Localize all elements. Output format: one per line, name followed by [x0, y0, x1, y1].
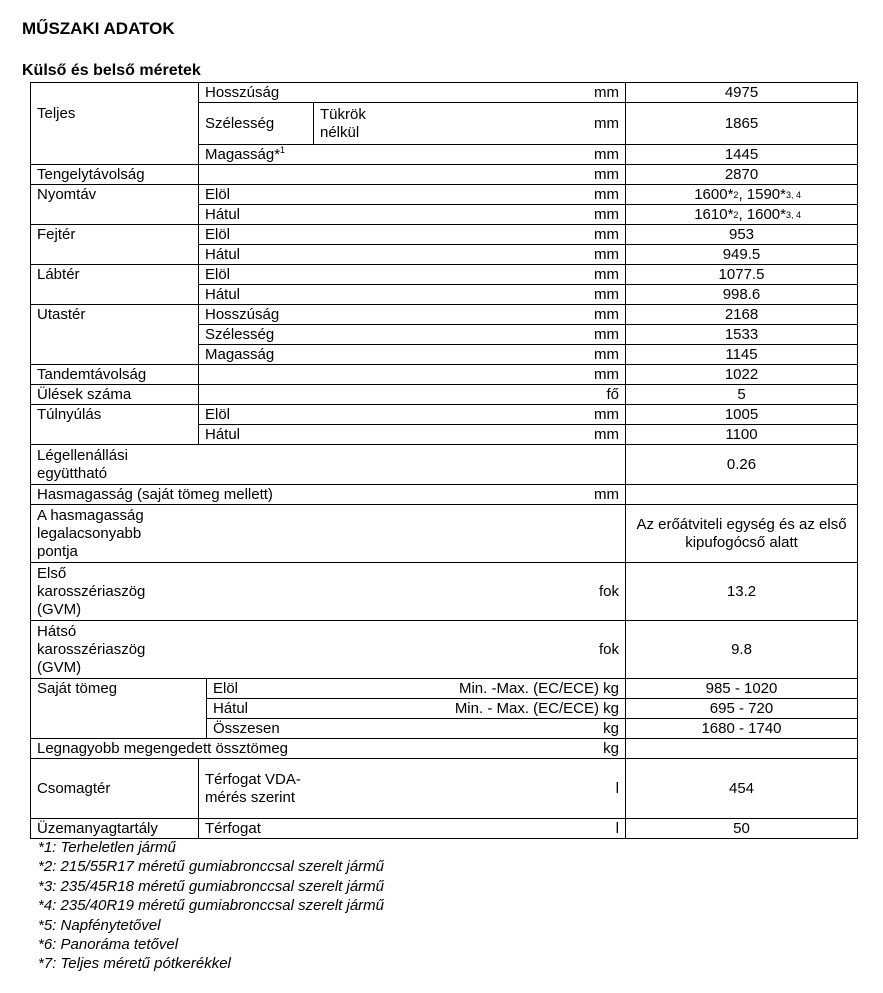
row-label-tengely: Tengelytávolság	[31, 165, 199, 185]
unit-cell: kg	[387, 719, 626, 739]
sub-label: Elöl	[199, 265, 424, 285]
footnote: *6: Panoráma tetővel	[38, 936, 179, 954]
unit-cell: mm	[424, 305, 626, 325]
footnote: *4: 235/40R19 méretű gumiabronccsal szerelt jármű	[38, 897, 385, 915]
value-cell: 985 - 1020	[626, 679, 858, 699]
value-cell: 454	[626, 759, 858, 819]
footnote: *5: Napfénytetővel	[38, 916, 161, 934]
unit-cell: fő	[199, 385, 626, 405]
value-cell: 1865	[626, 103, 858, 145]
value-cell: 4975	[626, 83, 858, 103]
row-label-hasmag-pont: A hasmagasság legalacsonyabb pontja	[31, 505, 626, 563]
value-cell: 2870	[626, 165, 858, 185]
section-title: Külső és belső méretek	[22, 62, 201, 79]
footnotes	[38, 838, 384, 974]
value-cell: 50	[626, 819, 858, 839]
row-label-sajat: Saját tömeg	[31, 679, 207, 739]
value-cell: 1022	[626, 365, 858, 385]
sub-label: Hátul	[199, 245, 424, 265]
value-cell: 1077.5	[626, 265, 858, 285]
unit-cell: mm	[199, 165, 626, 185]
sub-label: Hátul	[199, 285, 424, 305]
footnote: *3: 235/45R18 méretű gumiabronccsal szerelt jármű	[38, 877, 385, 895]
row-label-fejter: Fejtér	[31, 225, 199, 265]
unit-cell: mm	[424, 145, 626, 165]
row-label-labter: Lábtér	[31, 265, 199, 305]
unit-cell: fok	[181, 621, 626, 679]
row-label-tandem: Tandemtávolság	[31, 365, 199, 385]
row-label-legnagyobb: Legnagyobb megengedett össztömeg	[31, 739, 571, 759]
row-label-legell: Légellenállási együttható	[31, 445, 626, 485]
unit-cell: mm	[424, 205, 626, 225]
sub-label: Hátul	[199, 425, 424, 445]
unit-cell: Min. -Max. (EC/ECE) kg	[387, 679, 626, 699]
row-label-hasmag: Hasmagasság (saját tömeg mellett)	[31, 485, 571, 505]
footnote: *1: Terheletlen jármű	[38, 839, 176, 856]
sub-label: Elöl	[207, 679, 387, 699]
row-label-csomag: Csomagtér	[31, 759, 199, 819]
value-cell: 5	[626, 385, 858, 405]
unit-cell: mm	[424, 185, 626, 205]
unit-cell: mm	[424, 83, 626, 103]
value-cell: 1680 - 1740	[626, 719, 858, 739]
sub-label: Elöl	[199, 225, 424, 245]
footnote: *7: Teljes méretű pótkerékkel	[38, 955, 231, 973]
sub-label: Magasság	[199, 345, 424, 365]
row-label-ulesek: Ülések száma	[31, 385, 199, 405]
sub-note: Tükrök nélkül	[314, 103, 394, 145]
row-label-tulnyulas: Túlnyúlás	[31, 405, 199, 445]
sub-label: Térfogat VDA-mérés szerint	[199, 759, 319, 819]
unit-cell: mm	[424, 285, 626, 305]
value-cell: Az erőátviteli egység és az első kipufogócső alatt	[626, 505, 858, 563]
value-cell: 2168	[626, 305, 858, 325]
page-title: MŰSZAKI ADATOK	[22, 19, 175, 38]
row-label-nyomtav: Nyomtáv	[31, 185, 199, 225]
value-cell	[626, 739, 858, 759]
value-cell: 949.5	[626, 245, 858, 265]
sub-label: Hátul	[199, 205, 424, 225]
sub-label: Hosszúság	[199, 83, 424, 103]
unit-cell: mm	[424, 245, 626, 265]
value-cell: 998.6	[626, 285, 858, 305]
unit-cell: mm	[394, 103, 626, 145]
value-cell: 9.8	[626, 621, 858, 679]
sub-label: Összesen	[207, 719, 387, 739]
value-cell: 1005	[626, 405, 858, 425]
value-cell	[626, 485, 858, 505]
sub-label: Hosszúság	[199, 305, 424, 325]
value-cell: 1533	[626, 325, 858, 345]
unit-cell: mm	[424, 405, 626, 425]
unit-cell: mm	[424, 325, 626, 345]
unit-cell: l	[319, 759, 626, 819]
row-label-utaster: Utastér	[31, 305, 199, 365]
unit-cell: mm	[424, 225, 626, 245]
unit-cell: mm	[424, 345, 626, 365]
value-cell: 13.2	[626, 563, 858, 621]
value-cell: 1445	[626, 145, 858, 165]
unit-cell: mm	[424, 265, 626, 285]
sub-label: Szélesség	[199, 325, 424, 345]
unit-cell: Min. - Max. (EC/ECE) kg	[387, 699, 626, 719]
sub-label: Magasság*$^1$	[199, 145, 424, 165]
value-cell: 0.26	[626, 445, 858, 485]
value-cell: 1610* 2 , 1600* 3, 4	[626, 205, 858, 225]
row-label-uzemanyag: Üzemanyagtartály	[31, 819, 199, 839]
row-label-teljes: Teljes	[31, 83, 199, 165]
value-cell: 953	[626, 225, 858, 245]
value-cell: 1600* 2 , 1590* 3, 4	[626, 185, 858, 205]
row-label-elso-szog: Első karosszériaszög (GVM)	[31, 563, 181, 621]
row-label-hatso-szog: Hátsó karosszériaszög (GVM)	[31, 621, 181, 679]
unit-cell: mm	[571, 485, 626, 505]
sub-label: Elöl	[199, 185, 424, 205]
footnote: *2: 215/55R17 méretű gumiabronccsal szerelt jármű	[38, 858, 385, 876]
sub-label: Térfogat	[199, 819, 424, 839]
value-cell: 695 - 720	[626, 699, 858, 719]
unit-cell: fok	[181, 563, 626, 621]
unit-cell: mm	[199, 365, 626, 385]
unit-cell: l	[424, 819, 626, 839]
sub-label: Hátul	[207, 699, 387, 719]
sub-label: Szélesség	[199, 103, 314, 145]
value-cell: 1145	[626, 345, 858, 365]
spec-table	[30, 82, 858, 839]
sub-label: Elöl	[199, 405, 424, 425]
unit-cell: mm	[424, 425, 626, 445]
unit-cell: kg	[571, 739, 626, 759]
value-cell: 1100	[626, 425, 858, 445]
